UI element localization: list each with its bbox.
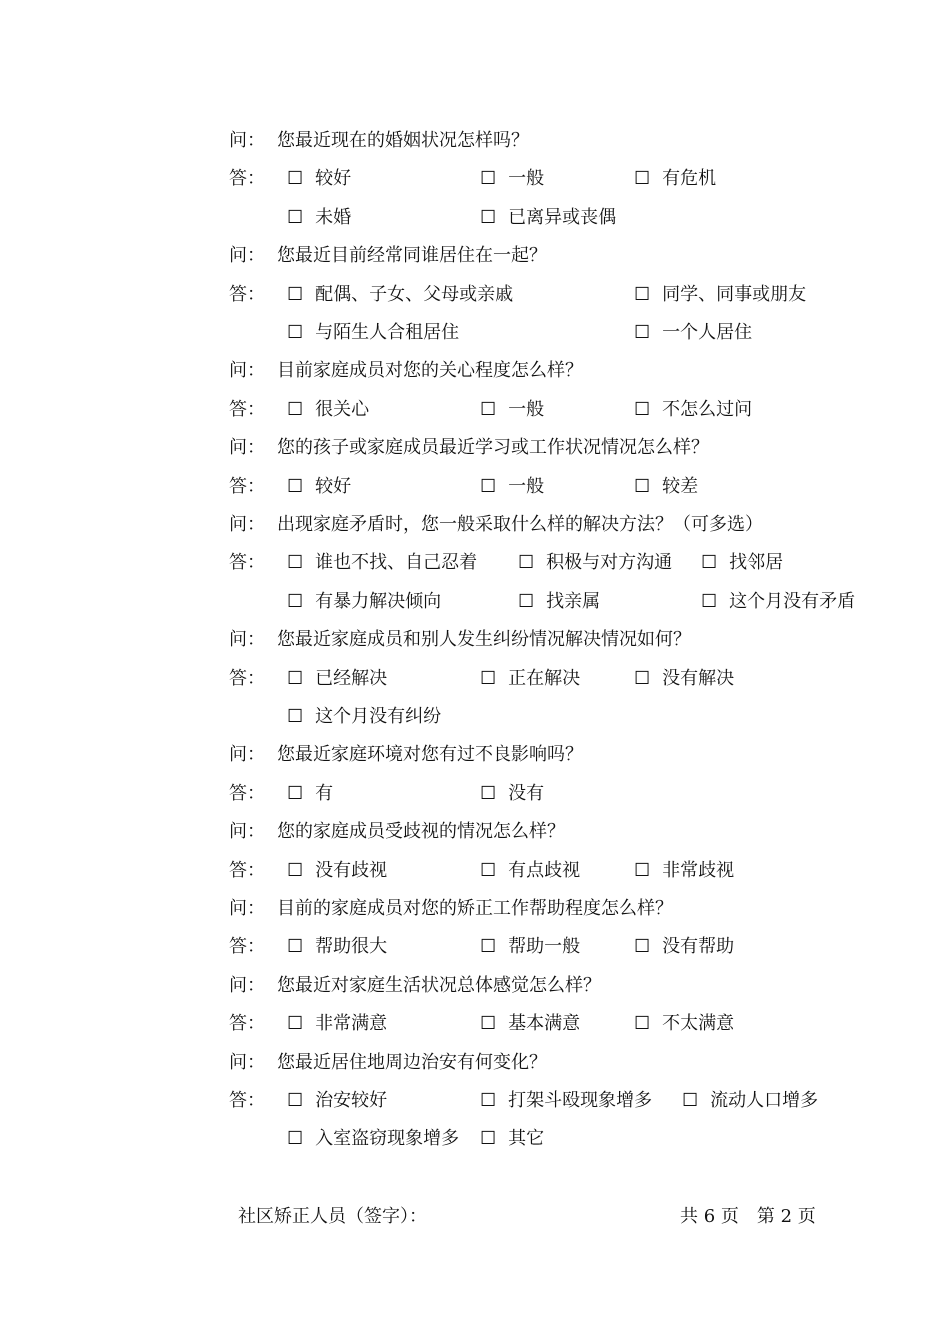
answer-label: 答： — [229, 168, 265, 189]
option-label: 帮助很大 — [315, 936, 388, 957]
option-label: 一个人居住 — [662, 322, 753, 343]
answer-option[interactable] — [701, 550, 783, 576]
question-label: 问： — [229, 898, 265, 919]
checkbox-icon[interactable]: ☐ — [287, 706, 304, 727]
checkbox-icon[interactable]: ☐ — [480, 399, 497, 420]
option-label: 与陌生人合租居住 — [315, 322, 460, 343]
answer-option[interactable] — [287, 166, 351, 192]
answer-option[interactable] — [634, 474, 698, 500]
question-label: 问： — [229, 1052, 265, 1073]
answer-option[interactable] — [518, 589, 600, 615]
answer-option[interactable] — [480, 205, 616, 231]
option-label: 入室盗窃现象增多 — [315, 1128, 460, 1149]
question-label: 问： — [229, 245, 265, 266]
option-label: 找邻居 — [729, 552, 784, 573]
answer-row — [0, 781, 950, 807]
checkbox-icon[interactable]: ☐ — [287, 399, 304, 420]
checkbox-icon[interactable]: ☐ — [634, 284, 651, 305]
option-label: 这个月没有纠纷 — [315, 706, 442, 727]
option-label: 一般 — [508, 476, 545, 497]
answer-row — [0, 934, 950, 960]
question-text: 您最近对家庭生活状况总体感觉怎么样？ — [277, 975, 601, 996]
answer-option[interactable] — [634, 166, 716, 192]
checkbox-icon[interactable]: ☐ — [701, 552, 718, 573]
checkbox-icon[interactable]: ☐ — [480, 207, 497, 228]
checkbox-icon[interactable]: ☐ — [634, 936, 651, 957]
answer-option[interactable] — [287, 1011, 387, 1037]
answer-option[interactable] — [480, 666, 580, 692]
answer-label: 答： — [229, 284, 265, 305]
checkbox-icon[interactable]: ☐ — [287, 322, 304, 343]
question-text: 目前的家庭成员对您的矫正工作帮助程度怎么样？ — [277, 898, 673, 919]
option-label: 其它 — [508, 1128, 545, 1149]
checkbox-icon[interactable]: ☐ — [634, 399, 651, 420]
option-label: 没有歧视 — [315, 860, 388, 881]
answer-option[interactable] — [287, 397, 369, 423]
answer-row — [0, 282, 950, 308]
option-label: 有暴力解决倾向 — [315, 591, 442, 612]
option-label: 流动人口增多 — [710, 1090, 819, 1111]
answer-row — [0, 1011, 950, 1037]
answer-row — [0, 320, 950, 346]
checkbox-icon[interactable]: ☐ — [287, 476, 304, 497]
answer-option[interactable] — [287, 282, 513, 308]
answer-row — [0, 858, 950, 884]
question-row — [0, 896, 950, 922]
answer-label: 答： — [229, 668, 265, 689]
question-text: 您最近居住地周边治安有何变化？ — [277, 1052, 547, 1073]
option-label: 帮助一般 — [508, 936, 581, 957]
answer-label: 答： — [229, 552, 265, 573]
answer-option[interactable] — [480, 397, 544, 423]
checkbox-icon[interactable]: ☐ — [518, 591, 535, 612]
option-label: 很关心 — [315, 399, 370, 420]
question-row — [0, 128, 950, 154]
checkbox-icon[interactable]: ☐ — [287, 668, 304, 689]
checkbox-icon[interactable]: ☐ — [701, 591, 718, 612]
answer-option[interactable] — [480, 166, 544, 192]
checkbox-icon[interactable]: ☐ — [287, 1090, 304, 1111]
answer-row — [0, 1088, 950, 1114]
question-label: 问： — [229, 975, 265, 996]
answer-option[interactable] — [701, 589, 855, 615]
option-label: 不太满意 — [662, 1013, 735, 1034]
answer-label: 答： — [229, 1090, 265, 1111]
option-label: 基本满意 — [508, 1013, 581, 1034]
answer-option[interactable] — [634, 397, 752, 423]
option-label: 正在解决 — [508, 668, 581, 689]
checkbox-icon[interactable]: ☐ — [287, 591, 304, 612]
checkbox-icon[interactable]: ☐ — [480, 668, 497, 689]
answer-option[interactable] — [480, 781, 544, 807]
option-label: 有 — [315, 783, 334, 804]
answer-row — [0, 166, 950, 192]
question-text: 您最近现在的婚姻状况怎样吗？ — [277, 130, 529, 151]
option-label: 已经解决 — [315, 668, 388, 689]
checkbox-icon[interactable]: ☐ — [682, 1090, 699, 1111]
answer-option[interactable] — [634, 1011, 734, 1037]
checkbox-icon[interactable]: ☐ — [287, 207, 304, 228]
answer-row — [0, 589, 950, 615]
checkbox-icon[interactable]: ☐ — [634, 1013, 651, 1034]
question-row — [0, 435, 950, 461]
checkbox-icon[interactable]: ☐ — [287, 1128, 304, 1149]
option-label: 较好 — [315, 476, 352, 497]
answer-option[interactable] — [287, 934, 387, 960]
checkbox-icon[interactable]: ☐ — [480, 1128, 497, 1149]
question-row — [0, 819, 950, 845]
answer-option[interactable] — [287, 1126, 459, 1152]
answer-option[interactable] — [480, 474, 544, 500]
question-label: 问： — [229, 437, 265, 458]
option-label: 较好 — [315, 168, 352, 189]
checkbox-icon[interactable]: ☐ — [287, 552, 304, 573]
question-label: 问： — [229, 360, 265, 381]
answer-option[interactable] — [480, 1126, 544, 1152]
question-row — [0, 627, 950, 653]
checkbox-icon[interactable]: ☐ — [634, 322, 651, 343]
answer-option[interactable] — [287, 550, 477, 576]
checkbox-icon[interactable]: ☐ — [480, 168, 497, 189]
answer-option[interactable] — [287, 781, 333, 807]
option-label: 治安较好 — [315, 1090, 388, 1111]
answer-option[interactable] — [634, 320, 752, 346]
answer-option[interactable] — [634, 666, 734, 692]
checkbox-icon[interactable]: ☐ — [287, 783, 304, 804]
checkbox-icon[interactable]: ☐ — [634, 476, 651, 497]
option-label: 有危机 — [662, 168, 717, 189]
answer-row — [0, 704, 950, 730]
question-text: 您最近目前经常同谁居住在一起？ — [277, 245, 547, 266]
answer-option[interactable] — [287, 589, 441, 615]
option-label: 没有解决 — [662, 668, 735, 689]
checkbox-icon[interactable]: ☐ — [287, 860, 304, 881]
option-label: 这个月没有矛盾 — [729, 591, 856, 612]
checkbox-icon[interactable]: ☐ — [480, 476, 497, 497]
question-label: 问： — [229, 514, 265, 535]
checkbox-icon[interactable]: ☐ — [287, 168, 304, 189]
checkbox-icon[interactable]: ☐ — [480, 1090, 497, 1111]
answer-option[interactable] — [634, 282, 806, 308]
question-text: 您最近家庭环境对您有过不良影响吗？ — [277, 744, 583, 765]
answer-row — [0, 1126, 950, 1152]
question-text: 您的孩子或家庭成员最近学习或工作状况情况怎么样？ — [277, 437, 709, 458]
answer-option[interactable] — [287, 205, 351, 231]
answer-row — [0, 550, 950, 576]
question-row — [0, 512, 950, 538]
answer-row — [0, 474, 950, 500]
option-label: 较差 — [662, 476, 699, 497]
question-text: 目前家庭成员对您的关心程度怎么样？ — [277, 360, 583, 381]
checkbox-icon[interactable]: ☐ — [480, 860, 497, 881]
option-label: 没有 — [508, 783, 545, 804]
answer-option[interactable] — [480, 934, 580, 960]
checkbox-icon[interactable]: ☐ — [634, 860, 651, 881]
answer-label: 答： — [229, 783, 265, 804]
checkbox-icon[interactable]: ☐ — [634, 168, 651, 189]
option-label: 配偶、子女、父母或亲戚 — [315, 284, 514, 305]
answer-option[interactable] — [287, 1088, 387, 1114]
option-label: 未婚 — [315, 207, 352, 228]
answer-row — [0, 666, 950, 692]
answer-option[interactable] — [480, 858, 580, 884]
checkbox-icon[interactable]: ☐ — [634, 668, 651, 689]
question-row — [0, 358, 950, 384]
answer-option[interactable] — [287, 704, 441, 730]
answer-option[interactable] — [518, 550, 672, 576]
answer-option[interactable] — [634, 934, 734, 960]
checkbox-icon[interactable]: ☐ — [287, 1013, 304, 1034]
option-label: 不怎么过问 — [662, 399, 753, 420]
question-text: 您最近家庭成员和别人发生纠纷情况解决情况如何？ — [277, 629, 691, 650]
option-label: 打架斗殴现象增多 — [508, 1090, 653, 1111]
option-label: 积极与对方沟通 — [546, 552, 673, 573]
checkbox-icon[interactable]: ☐ — [287, 284, 304, 305]
answer-label: 答： — [229, 1013, 265, 1034]
question-label: 问： — [229, 629, 265, 650]
question-row — [0, 1050, 950, 1076]
answer-option[interactable] — [287, 858, 387, 884]
question-label: 问： — [229, 744, 265, 765]
answer-option[interactable] — [287, 320, 459, 346]
checkbox-icon[interactable]: ☐ — [480, 936, 497, 957]
option-label: 一般 — [508, 399, 545, 420]
answer-option[interactable] — [480, 1088, 652, 1114]
question-row — [0, 973, 950, 999]
checkbox-icon[interactable]: ☐ — [480, 783, 497, 804]
question-text: 您的家庭成员受歧视的情况怎么样？ — [277, 821, 565, 842]
option-label: 一般 — [508, 168, 545, 189]
answer-option[interactable] — [634, 858, 734, 884]
answer-label: 答： — [229, 860, 265, 881]
answer-option[interactable] — [682, 1088, 818, 1114]
answer-label: 答： — [229, 476, 265, 497]
option-label: 非常歧视 — [662, 860, 735, 881]
question-label: 问： — [229, 130, 265, 151]
question-row — [0, 243, 950, 269]
answer-option[interactable] — [287, 666, 387, 692]
checkbox-icon[interactable]: ☐ — [287, 936, 304, 957]
option-label: 已离异或丧偶 — [508, 207, 617, 228]
checkbox-icon[interactable]: ☐ — [480, 1013, 497, 1034]
page-counter: 共 6 页 第 2 页 — [680, 1206, 816, 1227]
question-label: 问： — [229, 821, 265, 842]
checkbox-icon[interactable]: ☐ — [518, 552, 535, 573]
answer-row — [0, 397, 950, 423]
answer-row — [0, 205, 950, 231]
answer-option[interactable] — [480, 1011, 580, 1037]
answer-label: 答： — [229, 936, 265, 957]
option-label: 找亲属 — [546, 591, 601, 612]
answer-option[interactable] — [287, 474, 351, 500]
option-label: 谁也不找、自己忍着 — [315, 552, 478, 573]
question-text: 出现家庭矛盾时，您一般采取什么样的解决方法？（可多选） — [277, 514, 763, 535]
question-row — [0, 742, 950, 768]
option-label: 非常满意 — [315, 1013, 388, 1034]
answer-label: 答： — [229, 399, 265, 420]
option-label: 同学、同事或朋友 — [662, 284, 807, 305]
option-label: 有点歧视 — [508, 860, 581, 881]
signature-label: 社区矫正人员（签字）： — [238, 1206, 427, 1227]
option-label: 没有帮助 — [662, 936, 735, 957]
